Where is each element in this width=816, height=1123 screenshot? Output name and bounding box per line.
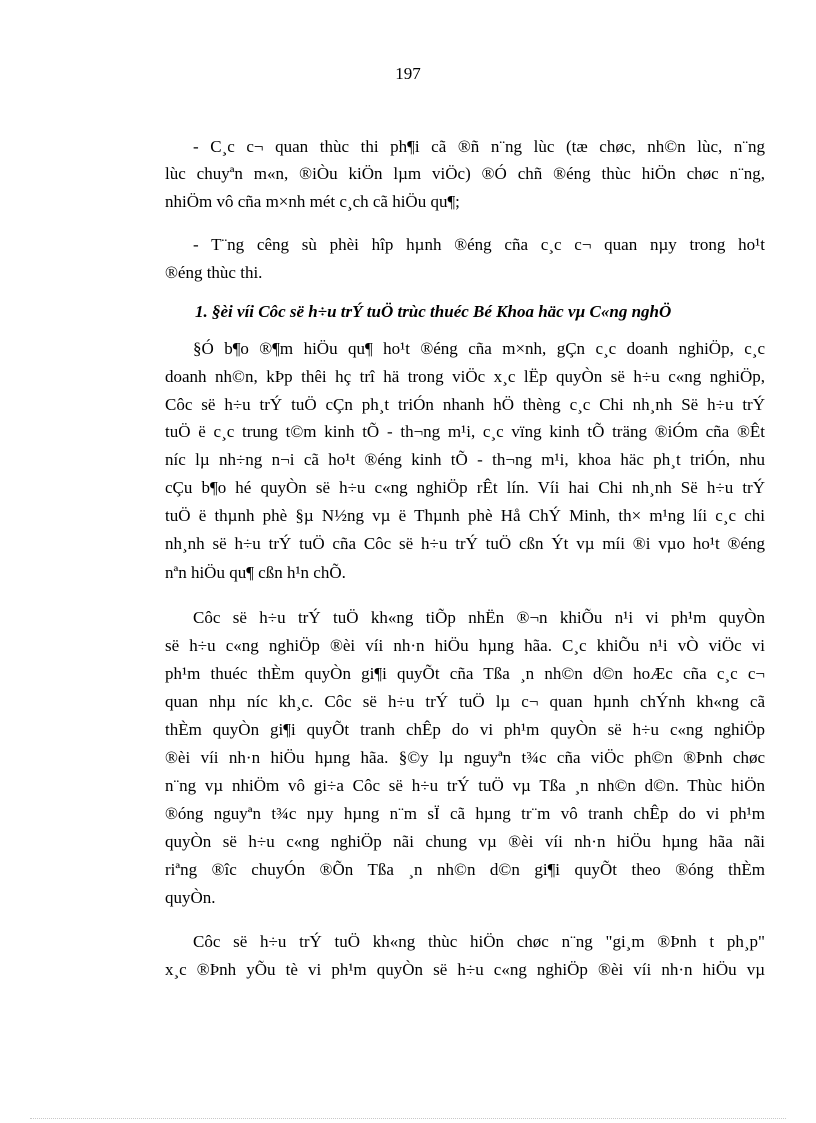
text-line: §Ó b¶o ®¶m hiÖu qu¶ ho¹t ®éng cña m×nh, gÇn c¸c doanh nghiÖp, c¸c [193, 339, 765, 358]
text-line: ®éng thùc thi. [165, 263, 263, 282]
text-line: Côc së h÷u trÝ tuÖ cÇn ph¸t triÓn nhanh hÖ thèng c¸c Chi nh¸nh Së h÷u trÝ [165, 395, 765, 414]
text-line: quyÒn. [165, 888, 216, 907]
text-line: së h÷u c«ng nghiÖp ®èi víi nh·n hiÖu hµng hãa. C¸c khiÕu n¹i vÒ viÖc vi [165, 636, 765, 655]
text-line: níc lµ nh÷ng n¬i cã ho¹t ®éng kinh tÕ - th¬ng m¹i, khoa häc ph¸t triÓn, nhu [165, 450, 765, 469]
text-line: Côc së h÷u trÝ tuÖ kh«ng tiÕp nhËn ®¬n khiÕu n¹i vi ph¹m quyÒn [193, 608, 765, 627]
text-line: ph¹m thuéc thÈm quyÒn gi¶i quyÕt cña Tßa ¸n nh©n d©n hoÆc cña c¸c c¬ [165, 664, 765, 683]
text-line: n¨ng vµ nhiÖm vô gi÷a Côc së h÷u trÝ tuÖ vµ Tßa ¸n nh©n d©n. Thùc hiÖn [165, 776, 765, 795]
text-line: - T¨ng cêng sù phèi hîp hµnh ®éng cña c¸c c¬ quan nµy trong ho¹t [193, 235, 765, 254]
page-number: 197 [395, 64, 421, 83]
section-heading: 1. §èi víi Côc së h÷u trÝ tuÖ trùc thuéc Bé Khoa häc vµ C«ng nghÖ [195, 302, 672, 321]
text-line: nªn hiÖu qu¶ cßn h¹n chÕ. [165, 563, 346, 582]
text-line: thÈm quyÒn gi¶i quyÕt tranh chÊp do vi ph¹m quyÒn së h÷u c«ng nghiÖp [165, 720, 765, 739]
text-line: tuÖ ë c¸c trung t©m kinh tÕ - th¬ng m¹i, c¸c vïng kinh tÕ träng ®iÓm cña ®Êt [165, 422, 765, 441]
text-line: tuÖ ë thµnh phè §µ N½ng vµ ë Thµnh phè Hå ChÝ Minh, th× m¹ng líi c¸c chi [165, 506, 765, 525]
text-line: riªng ®îc chuyÓn ®Õn Tßa ¸n nh©n d©n gi¶i quyÕt theo ®óng thÈm [165, 860, 765, 879]
text-line: nhiÖm vô cña m×nh mét c¸ch cã hiÖu qu¶; [165, 192, 460, 211]
text-line: quan nhµ níc kh¸c. Côc së h÷u trÝ tuÖ lµ c¬ quan hµnh chÝnh kh«ng cã [165, 692, 765, 711]
text-line: - C¸c c¬ quan thùc thi ph¶i cã ®ñ n¨ng lùc (tæ chøc, nh©n lùc, n¨ng [193, 137, 765, 156]
text-line: Côc së h÷u trÝ tuÖ kh«ng thùc hiÖn chøc n¨ng "gi¸m ®Þnh t ph¸p" [193, 932, 765, 951]
text-line: x¸c ®Þnh yÕu tè vi ph¹m quyÒn së h÷u c«ng nghiÖp ®èi víi nh·n hiÖu vµ [165, 960, 765, 979]
footer-divider [30, 1118, 786, 1119]
text-line: doanh nh©n, kÞp thêi hç trî hä trong viÖc x¸c lËp quyÒn së h÷u c«ng nghiÖp, [165, 367, 765, 386]
text-line: quyÒn së h÷u c«ng nghiÖp nãi chung vµ ®èi víi nh·n hiÖu hµng hãa nãi [165, 832, 765, 851]
text-line: lùc chuyªn m«n, ®iÒu kiÖn lµm viÖc) ®Ó chñ ®éng thùc hiÖn chøc n¨ng, [165, 164, 765, 183]
text-line: nh¸nh së h÷u trÝ tuÖ cña Côc së h÷u trÝ tuÖ cßn Ýt vµ míi ®i vµo ho¹t ®éng [165, 534, 765, 553]
text-line: cÇu b¶o hé quyÒn së h÷u c«ng nghiÖp rÊt lín. Víi hai Chi nh¸nh Së h÷u trÝ [165, 478, 765, 497]
text-line: ®óng nguyªn t¾c nµy hµng n¨m sÏ cã hµng tr¨m vô tranh chÊp do vi ph¹m [165, 804, 765, 823]
text-line: ®èi víi nh·n hiÖu hµng hãa. §©y lµ nguyªn t¾c cña viÖc ph©n ®Þnh chøc [165, 748, 765, 767]
